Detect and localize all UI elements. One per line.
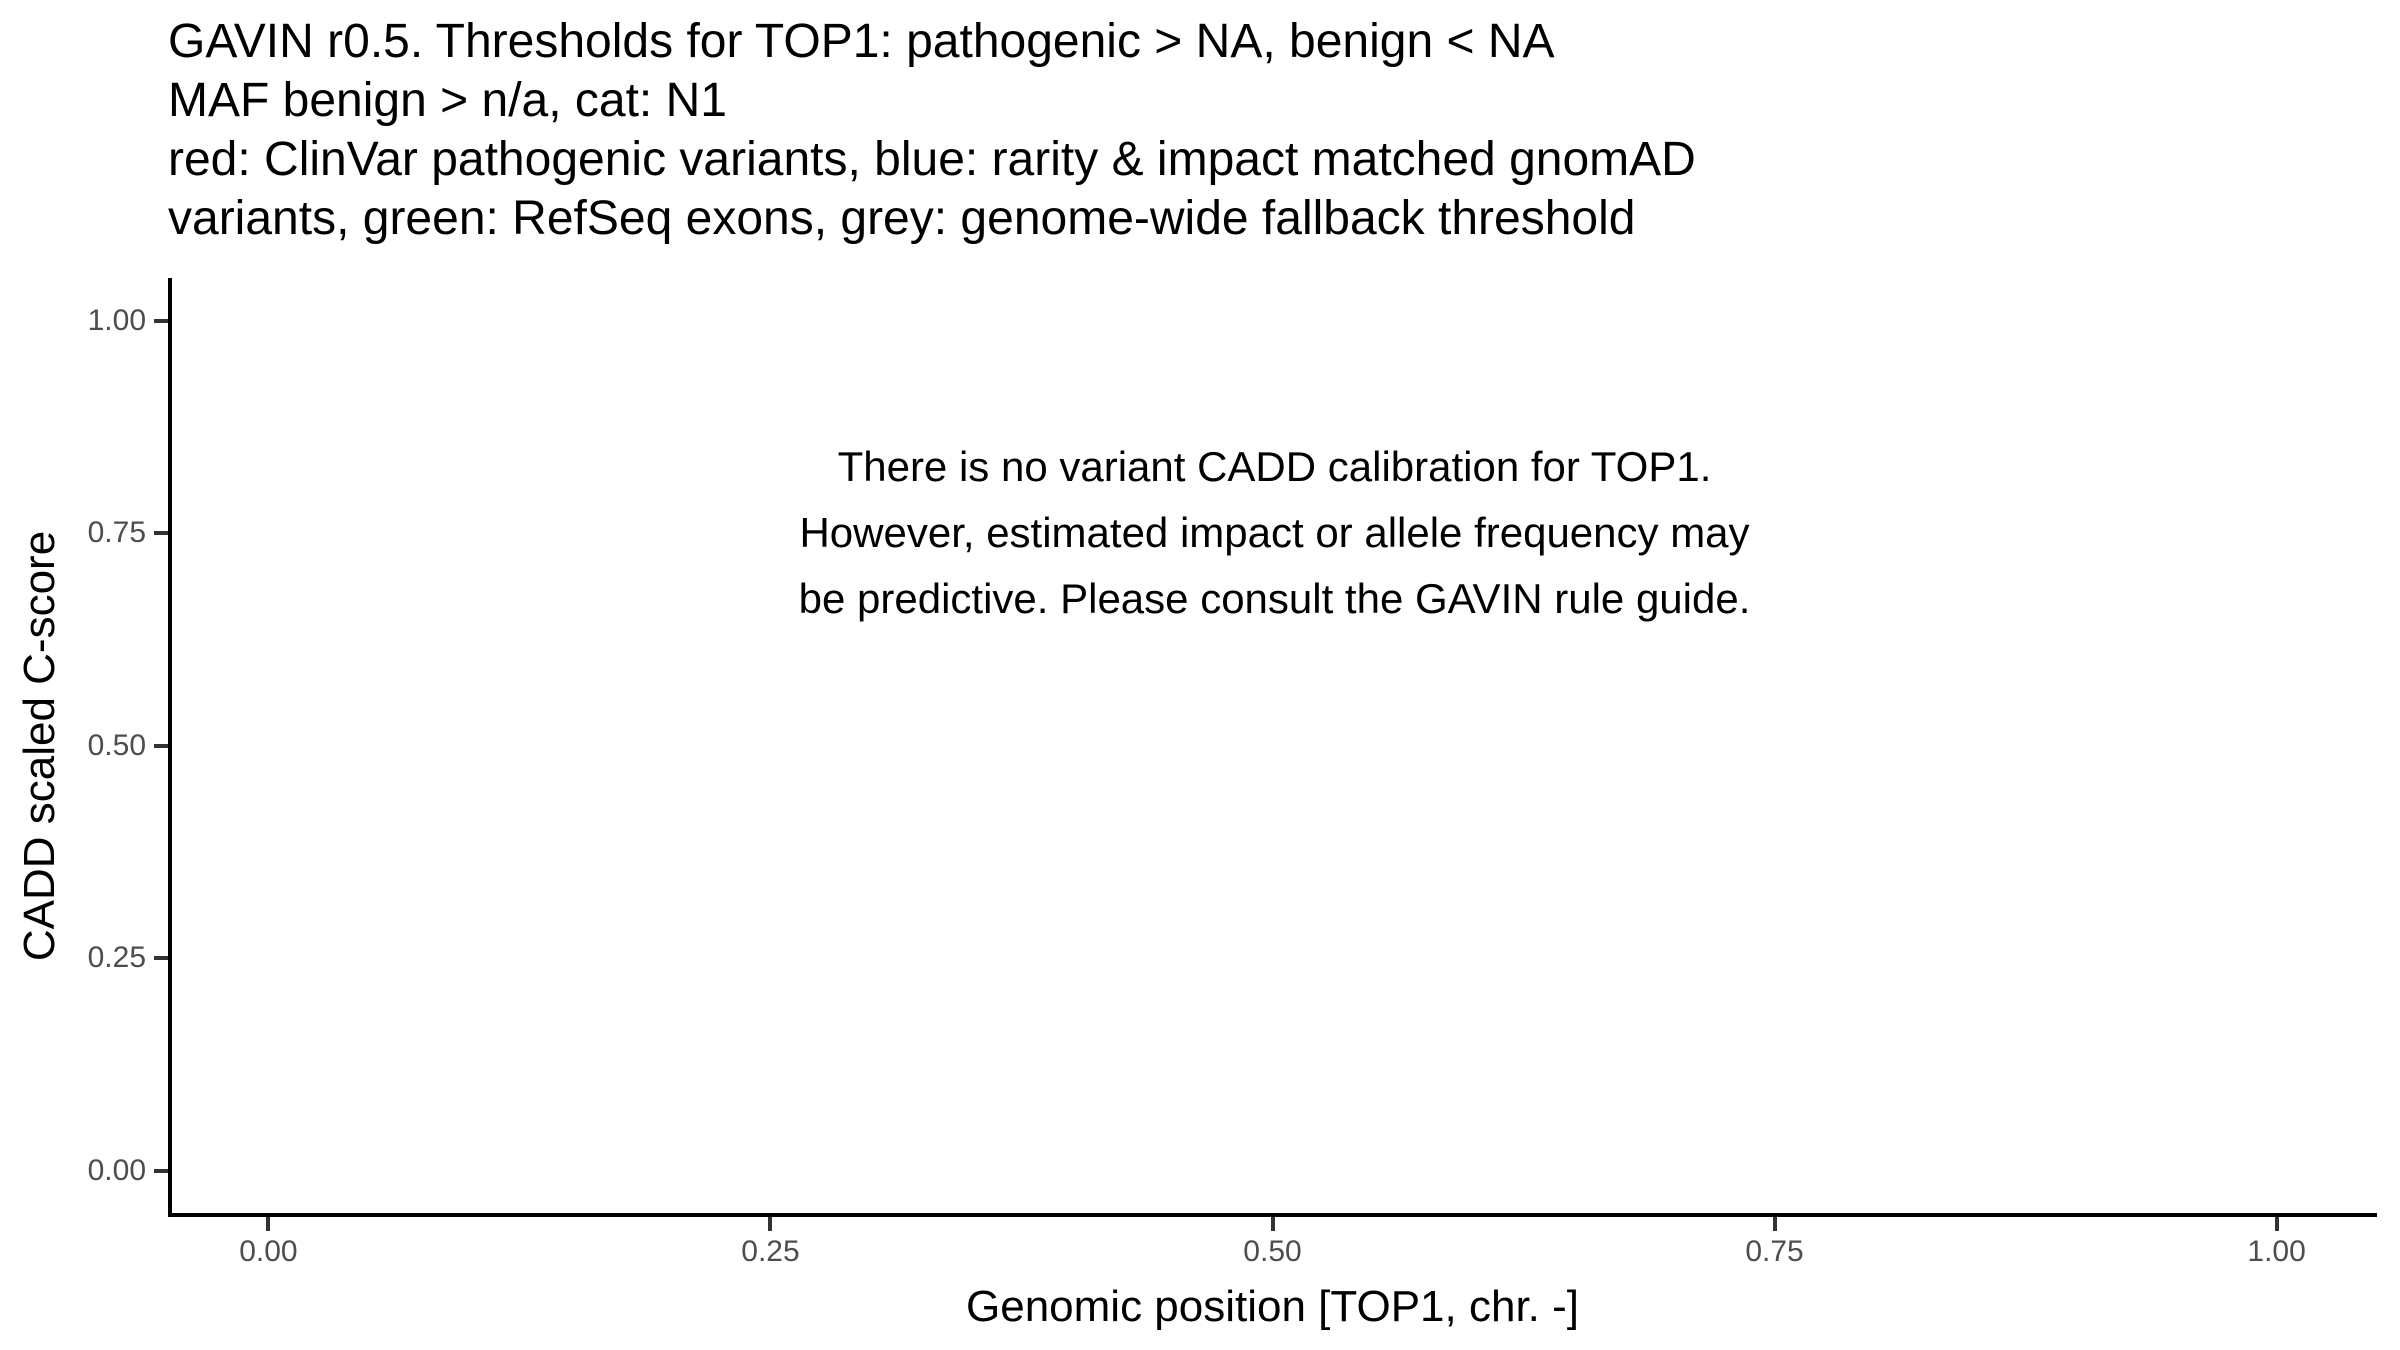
x-axis-tick-labels <box>168 1235 2377 1275</box>
plot-title-line-3: red: ClinVar pathogenic variants, blue: rarity & impact matched gnomAD <box>168 133 1696 186</box>
no-calibration-message-line-2: However, estimated impact or allele frequency may <box>799 509 1750 556</box>
plot-title-line-2: MAF benign > n/a, cat: N1 <box>168 74 727 127</box>
x-axis-title: Genomic position [TOP1, chr. -] <box>966 1282 1579 1331</box>
y-axis-ticks <box>154 278 168 1213</box>
x-tick-mark <box>266 1217 270 1231</box>
y-tick-label: 0.25 <box>87 941 146 974</box>
plot-panel <box>168 278 2377 1217</box>
x-tick-label: 0.75 <box>1745 1235 1804 1268</box>
x-tick-label: 1.00 <box>2247 1235 2306 1268</box>
x-tick-mark <box>768 1217 772 1231</box>
y-tick-label: 0.50 <box>87 728 146 762</box>
x-tick-mark <box>1773 1217 1777 1231</box>
y-tick-label: 1.00 <box>87 303 146 337</box>
x-tick-mark <box>1271 1217 1275 1231</box>
x-tick-label: 0.00 <box>239 1235 298 1268</box>
no-calibration-message-line-1: There is no variant CADD calibration for TOP1. <box>837 443 1712 490</box>
plot-title <box>168 12 1696 248</box>
plot-title-line-1: GAVIN r0.5. Thresholds for TOP1: pathogenic > NA, benign < NA <box>168 15 1555 68</box>
y-tick-mark <box>154 956 168 960</box>
y-tick-label: 0.00 <box>87 1153 146 1187</box>
y-tick-mark <box>154 744 168 748</box>
x-tick-label: 0.50 <box>1243 1235 1302 1268</box>
x-tick-mark <box>2275 1217 2279 1231</box>
y-tick-label: 0.75 <box>87 516 146 549</box>
x-axis-ticks <box>168 1217 2377 1231</box>
plot-title-line-4: variants, green: RefSeq exons, grey: genome-wide fallback threshold <box>168 192 1636 245</box>
y-tick-mark <box>154 319 168 323</box>
x-tick-label: 0.25 <box>741 1235 800 1268</box>
y-tick-mark <box>154 531 168 535</box>
y-axis-title: CADD scaled C-score <box>15 530 64 962</box>
y-tick-mark <box>154 1169 168 1173</box>
no-calibration-message-line-3: be predictive. Please consult the GAVIN rule guide. <box>798 575 1751 622</box>
no-calibration-message <box>799 434 1751 632</box>
